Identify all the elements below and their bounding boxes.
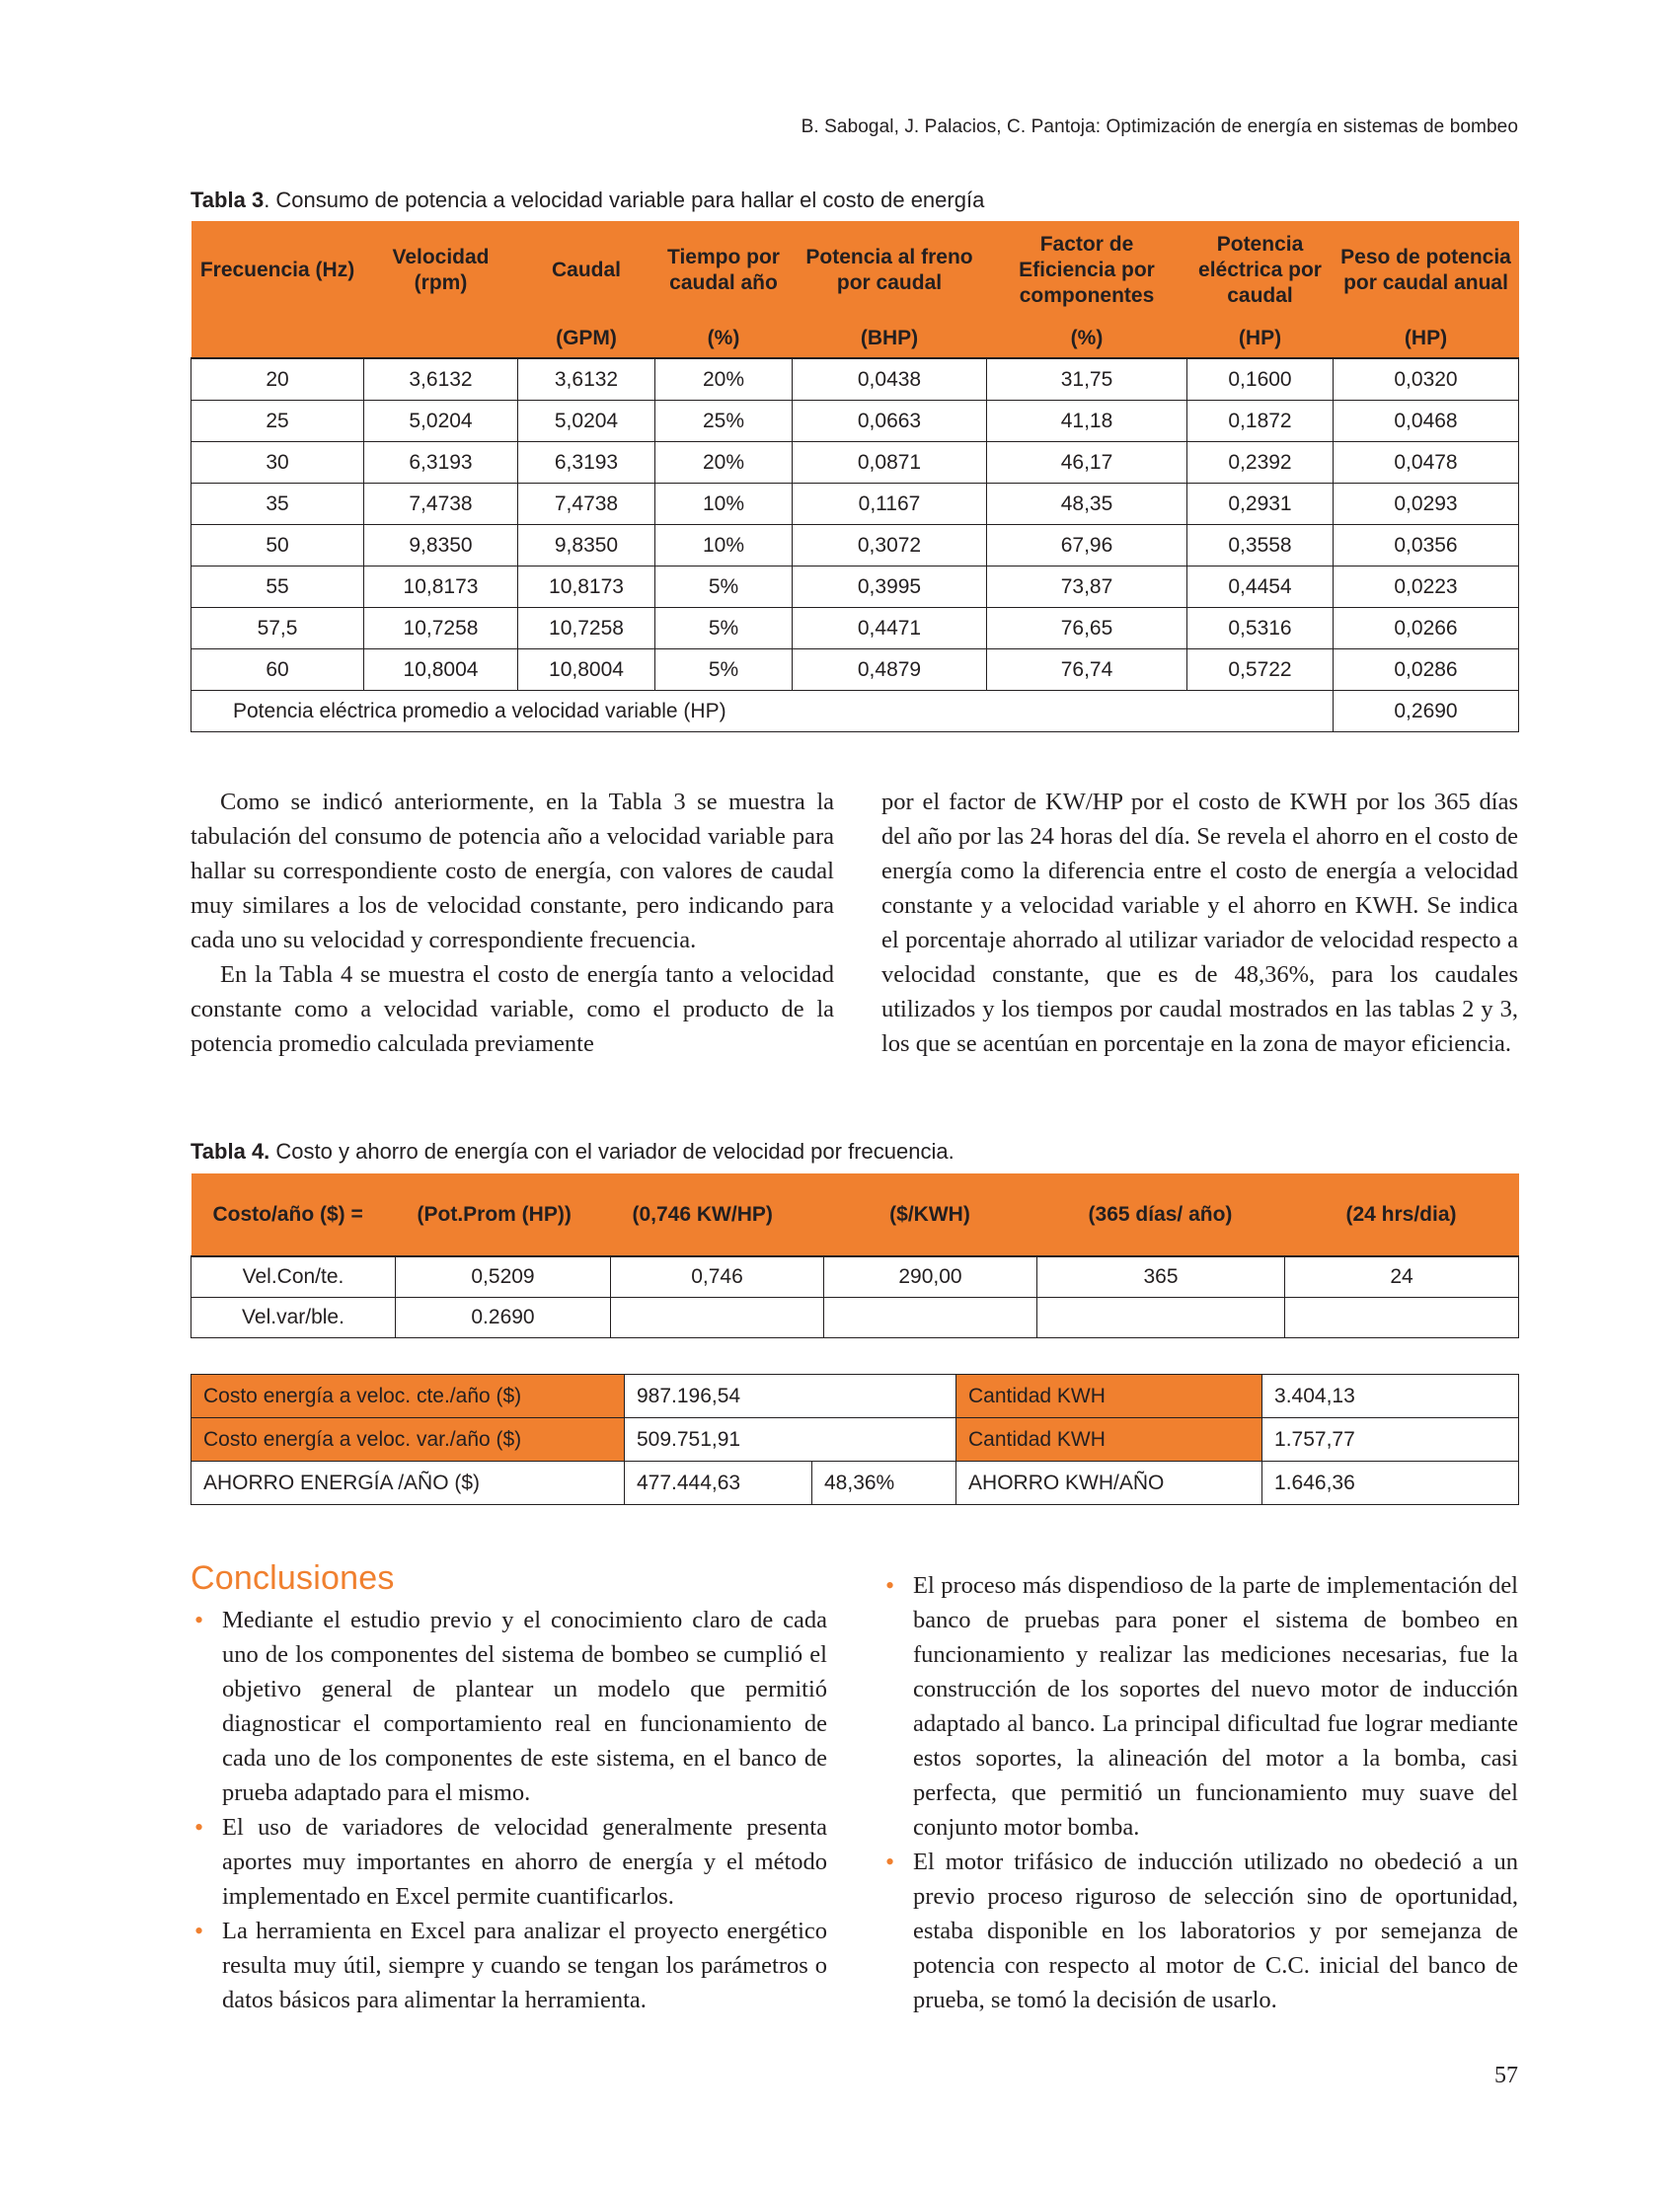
body-paragraph: por el factor de KW/HP por el costo de KWH por los 365 días del año por las 24 horas del día. Se revela el ahorro en el costo de energía como la diferencia entre el costo de energía a velocidad constante y a velocidad variable y el ahorro en KWH. Se indica el porcentaje ahorrado al utilizar variador de velocidad respecto a velocidad constante, que es de 48,36%, para los caudales utilizados y los tiempos por caudal mostrados en las tablas 2 y 3, los que se acentúan en porcentaje en la zona de mayor eficiencia. [881, 789, 1518, 1057]
table3-cell: 0,0438 [793, 358, 987, 401]
table3-cell: 5% [655, 608, 793, 649]
table3-cell: 0,1600 [1187, 358, 1334, 401]
table3-unit: (HP) [1187, 320, 1334, 358]
conclusion-item: • El uso de variadores de velocidad generalmente presenta aportes muy importantes en ahorro de energía y el método implementado en Excel permite cuantificarlos. [191, 1810, 827, 1914]
summary-label2: Cantidad KWH [956, 1375, 1262, 1418]
table3-header: Potencia eléctrica por caudal [1187, 221, 1334, 320]
table3-row [191, 649, 1519, 691]
table3-cell: 0,4454 [1187, 567, 1334, 608]
table3-unit: (%) [655, 320, 793, 358]
table3-body [191, 358, 1519, 691]
body-right-column [881, 785, 1518, 1061]
conclusion-item: • El proceso más dispendioso de la parte de implementación del banco de pruebas para poner el sistema de bombeo en funcionamiento y realizar las mediciones necesarias, fue la construcción de los soportes del nuevo motor de inducción adaptado al banco. La principal dificultad fue lograr mediante estos soportes, la alineación del motor a la bomba, casi perfecta, que permitió un funcionamiento muy suave del conjunto motor bomba. [881, 1568, 1518, 1845]
summary-label2: Cantidad KWH [956, 1418, 1262, 1462]
table4-header: ($/KWH) [824, 1173, 1037, 1256]
conclusion-item: • Mediante el estudio previo y el conocimiento claro de cada uno de los componentes del sistema de bombeo se cumplió el objetivo general de plantear un modelo que permitió diagnosticar el comportamiento real en funcionamiento de cada uno de los componentes de este sistema, en el banco de prueba adaptado para el mismo. [191, 1603, 827, 1810]
table3-unit: (%) [987, 320, 1187, 358]
table3-caption-text: . Consumo de potencia a velocidad variable para hallar el costo de energía [264, 188, 985, 212]
table3-cell: 10,7258 [364, 608, 518, 649]
summary-label: AHORRO ENERGÍA /AÑO ($) [191, 1462, 625, 1505]
table3-cell: 25 [191, 401, 364, 442]
table3-unit-row [191, 320, 1519, 358]
table4-cell: 0,5209 [396, 1256, 611, 1298]
conclusions-right-list [881, 1568, 1518, 2017]
table4 [191, 1173, 1519, 1338]
table3-cell: 57,5 [191, 608, 364, 649]
conclusion-item: • El motor trifásico de inducción utilizado no obedeció a un previo proceso riguroso de selección sino de oportunidad, estaba disponible en los laboratorios y por semejanza de potencia con respecto al motor de C.C. inicial del banco de prueba, se tomó la decisión de usarlo. [881, 1845, 1518, 2017]
table3-header: Velocidad (rpm) [364, 221, 518, 320]
summary-row [191, 1375, 1519, 1418]
table3-row [191, 401, 1519, 442]
table3-cell: 3,6132 [364, 358, 518, 401]
table4-cell [611, 1298, 824, 1338]
table3-cell: 46,17 [987, 442, 1187, 484]
table3-cell: 5,0204 [518, 401, 655, 442]
table3-cell: 20% [655, 358, 793, 401]
summary-label: Costo energía a veloc. cte./año ($) [191, 1375, 625, 1418]
table3-unit: (BHP) [793, 320, 987, 358]
table3-cell: 41,18 [987, 401, 1187, 442]
table3-cell: 48,35 [987, 484, 1187, 525]
table4-caption [191, 1139, 955, 1165]
summary-value: 477.444,63 [625, 1462, 812, 1505]
table3-cell: 5% [655, 649, 793, 691]
table3-cell: 3,6132 [518, 358, 655, 401]
summary-value2: 1.646,36 [1262, 1462, 1519, 1505]
table3-cell: 0,3995 [793, 567, 987, 608]
body-paragraph: Como se indicó anteriormente, en la Tabla 3 se muestra la tabulación del consumo de potencia año a velocidad variable para hallar su correspondiente costo de energía, con valores de caudal muy similares a los de velocidad constante, pero indicando para cada uno su velocidad y correspondiente frecuencia. [191, 789, 834, 953]
table3-cell: 50 [191, 525, 364, 567]
table3-caption-label: Tabla 3 [191, 188, 265, 212]
summary-value2: 1.757,77 [1262, 1418, 1519, 1462]
table4-row [191, 1298, 1519, 1338]
summary-label2: AHORRO KWH/AÑO [956, 1462, 1262, 1505]
table3-caption [191, 188, 984, 213]
table3-cell: 9,8350 [518, 525, 655, 567]
table3-footer-label: Potencia eléctrica promedio a velocidad variable (HP) [191, 691, 1334, 732]
table3-header: Tiempo por caudal año [655, 221, 793, 320]
table3-cell: 0,5316 [1187, 608, 1334, 649]
table3-cell: 76,74 [987, 649, 1187, 691]
conclusion-item: • La herramienta en Excel para analizar el proyecto energético resulta muy útil, siempre y cuando se tengan los parámetros o datos básicos para alimentar la herramienta. [191, 1914, 827, 2017]
table3-row [191, 442, 1519, 484]
table4-header: (0,746 KW/HP) [611, 1173, 824, 1256]
table3-cell: 0,0223 [1334, 567, 1519, 608]
conclusions-heading: Conclusiones [191, 1559, 395, 1597]
table4-cell [1285, 1298, 1519, 1338]
conclusions-left-list [191, 1603, 827, 2017]
table3-cell: 0,0286 [1334, 649, 1519, 691]
table3-cell: 25% [655, 401, 793, 442]
table4-row [191, 1256, 1519, 1298]
table3-cell: 6,3193 [364, 442, 518, 484]
table3-cell: 6,3193 [518, 442, 655, 484]
table3-cell: 0,0293 [1334, 484, 1519, 525]
table4-cell: 24 [1285, 1256, 1519, 1298]
table4-header: (365 días/ año) [1037, 1173, 1285, 1256]
table3-footer-row [191, 691, 1519, 732]
table3-cell: 0,3072 [793, 525, 987, 567]
table3-cell: 10,8173 [518, 567, 655, 608]
page-number: 57 [1494, 2063, 1518, 2088]
conclusions-right-column [881, 1568, 1518, 2017]
table4-cell: 290,00 [824, 1256, 1037, 1298]
table4-header: Costo/año ($) = [191, 1173, 396, 1256]
table3-header-row [191, 221, 1519, 320]
table3-header: Factor de Eficiencia por componentes [987, 221, 1187, 320]
table4-cell: 0,746 [611, 1256, 824, 1298]
table4-header: (Pot.Prom (HP)) [396, 1173, 611, 1256]
energy-summary-body [191, 1375, 1519, 1505]
table3-unit [364, 320, 518, 358]
table3-row [191, 358, 1519, 401]
table3-cell: 9,8350 [364, 525, 518, 567]
table3-cell: 20% [655, 442, 793, 484]
table3-cell: 30 [191, 442, 364, 484]
table3-cell: 7,4738 [518, 484, 655, 525]
table4-cell: 0.2690 [396, 1298, 611, 1338]
table3-cell: 60 [191, 649, 364, 691]
table3-cell: 10,8173 [364, 567, 518, 608]
conclusions-left-column [191, 1603, 827, 2017]
energy-summary-table [191, 1374, 1519, 1505]
table4-cell: Vel.Con/te. [191, 1256, 396, 1298]
table4-cell: 365 [1037, 1256, 1285, 1298]
summary-value: 987.196,54 [625, 1375, 956, 1418]
table3-cell: 0,2392 [1187, 442, 1334, 484]
table3-cell: 20 [191, 358, 364, 401]
table4-header-row [191, 1173, 1519, 1256]
table3-cell: 31,75 [987, 358, 1187, 401]
table3-cell: 5% [655, 567, 793, 608]
table3-cell: 55 [191, 567, 364, 608]
table4-header: (24 hrs/dia) [1285, 1173, 1519, 1256]
table4-cell [1037, 1298, 1285, 1338]
table3-cell: 0,0266 [1334, 608, 1519, 649]
table3-cell: 73,87 [987, 567, 1187, 608]
table3-cell: 10,8004 [364, 649, 518, 691]
table3-cell: 0,5722 [1187, 649, 1334, 691]
summary-row [191, 1418, 1519, 1462]
table3-cell: 0,3558 [1187, 525, 1334, 567]
summary-value2: 3.404,13 [1262, 1375, 1519, 1418]
summary-label: Costo energía a veloc. var./año ($) [191, 1418, 625, 1462]
table3-row [191, 608, 1519, 649]
table3-cell: 5,0204 [364, 401, 518, 442]
table3-cell: 10,8004 [518, 649, 655, 691]
table3-unit: (HP) [1334, 320, 1519, 358]
table3-cell: 35 [191, 484, 364, 525]
table3-cell: 0,1167 [793, 484, 987, 525]
table3-cell: 67,96 [987, 525, 1187, 567]
table3-cell: 10% [655, 484, 793, 525]
table4-body [191, 1256, 1519, 1338]
table3-row [191, 484, 1519, 525]
table3-header: Frecuencia (Hz) [191, 221, 364, 320]
summary-row [191, 1462, 1519, 1505]
table3-footer-value: 0,2690 [1334, 691, 1519, 732]
table3-header: Caudal [518, 221, 655, 320]
table3-cell: 0,0871 [793, 442, 987, 484]
running-head: B. Sabogal, J. Palacios, C. Pantoja: Optimización de energía en sistemas de bombeo [801, 116, 1518, 137]
table3-row [191, 525, 1519, 567]
table3-cell: 76,65 [987, 608, 1187, 649]
table3-cell: 0,1872 [1187, 401, 1334, 442]
table3-cell: 0,0663 [793, 401, 987, 442]
table3 [191, 221, 1519, 732]
table3-cell: 0,0320 [1334, 358, 1519, 401]
table4-cell [824, 1298, 1037, 1338]
table3-cell: 10,7258 [518, 608, 655, 649]
table4-cell: Vel.var/ble. [191, 1298, 396, 1338]
body-paragraph: En la Tabla 4 se muestra el costo de energía tanto a velocidad constante como a velocidad variable, como el producto de la potencia promedio calculada previamente [191, 961, 834, 1057]
table3-cell: 0,4879 [793, 649, 987, 691]
table3-row [191, 567, 1519, 608]
table3-cell: 0,2931 [1187, 484, 1334, 525]
table3-cell: 7,4738 [364, 484, 518, 525]
table3-cell: 0,0356 [1334, 525, 1519, 567]
table3-cell: 0,0468 [1334, 401, 1519, 442]
table3-header: Potencia al freno por caudal [793, 221, 987, 320]
table4-caption-label: Tabla 4. [191, 1139, 270, 1164]
body-left-column [191, 785, 834, 1061]
table3-cell: 0,0478 [1334, 442, 1519, 484]
table3-unit: (GPM) [518, 320, 655, 358]
summary-pct: 48,36% [812, 1462, 956, 1505]
table3-header: Peso de potencia por caudal anual [1334, 221, 1519, 320]
table4-caption-text: Costo y ahorro de energía con el variador de velocidad por frecuencia. [269, 1139, 955, 1164]
summary-value: 509.751,91 [625, 1418, 956, 1462]
table3-cell: 10% [655, 525, 793, 567]
table3-unit [191, 320, 364, 358]
table3-cell: 0,4471 [793, 608, 987, 649]
